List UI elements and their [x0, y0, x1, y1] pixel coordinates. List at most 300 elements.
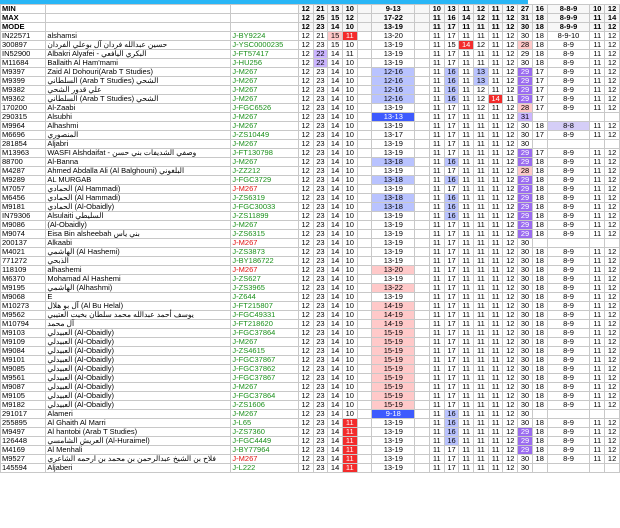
marker-cell[interactable]: 11	[459, 221, 474, 230]
marker-cell[interactable]: 14	[328, 203, 343, 212]
marker-cell[interactable]: 15-19	[372, 392, 415, 401]
marker-cell[interactable]: 11	[429, 149, 444, 158]
marker-cell[interactable]: 11	[474, 311, 489, 320]
marker-cell[interactable]: 30	[518, 284, 533, 293]
marker-cell[interactable]: 10	[342, 293, 357, 302]
marker-cell[interactable]: 11	[488, 104, 503, 113]
marker-cell[interactable]: 29	[518, 86, 533, 95]
marker-cell[interactable]: 12	[605, 131, 620, 140]
marker-cell[interactable]: 12-16	[372, 77, 415, 86]
marker-cell[interactable]: 11	[474, 194, 489, 203]
marker-cell[interactable]: 14	[328, 446, 343, 455]
marker-cell[interactable]	[415, 311, 430, 320]
marker-cell[interactable]: 12	[605, 356, 620, 365]
marker-cell[interactable]: 14	[328, 248, 343, 257]
marker-cell[interactable]: 11	[429, 239, 444, 248]
marker-cell[interactable]: 16	[444, 203, 459, 212]
kit-id-cell[interactable]: M9074	[1, 230, 46, 239]
marker-cell[interactable]: 12	[298, 5, 313, 14]
marker-cell[interactable]: 13-19	[372, 185, 415, 194]
haplogroup-cell[interactable]: J-FGC3729	[231, 176, 298, 185]
marker-cell[interactable]: 12	[503, 59, 518, 68]
marker-cell[interactable]: 17	[444, 329, 459, 338]
marker-cell[interactable]: 8-9	[547, 59, 590, 68]
haplogroup-cell[interactable]: J-BY186722	[231, 257, 298, 266]
marker-cell[interactable]: 11	[459, 356, 474, 365]
name-cell[interactable]: فلاح بن الشيخ عبدالرحمن بن محمد بن ارحمه الشاعري	[46, 455, 231, 464]
marker-cell[interactable]: 15-19	[372, 365, 415, 374]
marker-cell[interactable]: 12	[503, 77, 518, 86]
marker-cell[interactable]: 18	[532, 230, 547, 239]
marker-cell[interactable]: 13-19	[372, 257, 415, 266]
marker-cell[interactable]: 11	[429, 131, 444, 140]
marker-cell[interactable]: 11	[459, 248, 474, 257]
marker-cell[interactable]: 17	[444, 446, 459, 455]
marker-cell[interactable]: 30	[518, 356, 533, 365]
kit-id-cell[interactable]: M4021	[1, 248, 46, 257]
marker-cell[interactable]: 15-19	[372, 338, 415, 347]
marker-cell[interactable]	[357, 347, 372, 356]
marker-cell[interactable]: 8-9	[547, 383, 590, 392]
marker-cell[interactable]	[415, 437, 430, 446]
marker-cell[interactable]: 29	[518, 50, 533, 59]
marker-cell[interactable]: 12	[298, 131, 313, 140]
marker-cell[interactable]: 11	[459, 230, 474, 239]
name-cell[interactable]: العبيدلي (Al-Obaidly)	[46, 365, 231, 374]
marker-cell[interactable]: 11	[429, 158, 444, 167]
marker-cell[interactable]: 11	[429, 14, 444, 23]
marker-cell[interactable]: 8-9	[547, 230, 590, 239]
marker-cell[interactable]: 12	[503, 14, 518, 23]
marker-cell[interactable]: 14-19	[372, 320, 415, 329]
marker-cell[interactable]: 13	[474, 77, 489, 86]
marker-cell[interactable]: 12	[605, 122, 620, 131]
marker-cell[interactable]: 10	[342, 212, 357, 221]
marker-cell[interactable]: 11	[488, 266, 503, 275]
marker-cell[interactable]: 10	[342, 275, 357, 284]
kit-id-cell[interactable]: M9497	[1, 428, 46, 437]
marker-cell[interactable]	[357, 185, 372, 194]
name-cell[interactable]: حسين عبدالله فردان آل بوعلي الفردان	[46, 41, 231, 50]
marker-cell[interactable]: 11	[488, 77, 503, 86]
marker-cell[interactable]: 9-18	[372, 410, 415, 419]
marker-cell[interactable]: 11	[590, 32, 605, 41]
haplogroup-cell[interactable]: J-BY77964	[231, 446, 298, 455]
marker-cell[interactable]: 11	[590, 365, 605, 374]
marker-cell[interactable]: 11	[429, 50, 444, 59]
marker-cell[interactable]: 11	[342, 428, 357, 437]
marker-cell[interactable]: 17	[444, 257, 459, 266]
marker-cell[interactable]: 30	[518, 293, 533, 302]
marker-cell[interactable]: 12	[298, 257, 313, 266]
marker-cell[interactable]: 11	[590, 383, 605, 392]
marker-cell[interactable]: 23	[313, 374, 328, 383]
marker-cell[interactable]: 11	[488, 14, 503, 23]
marker-cell[interactable]: 8-8-9	[547, 5, 590, 14]
marker-cell[interactable]: 29	[518, 158, 533, 167]
marker-cell[interactable]	[357, 167, 372, 176]
marker-cell[interactable]: 11	[474, 32, 489, 41]
marker-cell[interactable]: 16	[444, 68, 459, 77]
marker-cell[interactable]: 11	[488, 50, 503, 59]
marker-cell[interactable]	[415, 347, 430, 356]
marker-cell[interactable]: 11	[488, 401, 503, 410]
marker-cell[interactable]: 11	[488, 347, 503, 356]
marker-cell[interactable]: 17	[532, 68, 547, 77]
marker-cell[interactable]: 17	[444, 50, 459, 59]
marker-cell[interactable]: 11	[590, 86, 605, 95]
marker-cell[interactable]: 10	[342, 230, 357, 239]
marker-cell[interactable]: 8-9	[547, 194, 590, 203]
marker-cell[interactable]: 10	[590, 5, 605, 14]
marker-cell[interactable]: 10	[342, 203, 357, 212]
marker-cell[interactable]: 13-19	[372, 428, 415, 437]
marker-cell[interactable]: 10	[342, 59, 357, 68]
marker-cell[interactable]: 12	[503, 419, 518, 428]
marker-cell[interactable]: 11	[459, 383, 474, 392]
blank-cell[interactable]	[46, 14, 231, 23]
marker-cell[interactable]: 14	[488, 95, 503, 104]
marker-cell[interactable]: 18	[532, 302, 547, 311]
marker-cell[interactable]: 23	[313, 293, 328, 302]
marker-cell[interactable]: 11	[488, 59, 503, 68]
marker-cell[interactable]: 11	[488, 293, 503, 302]
name-cell[interactable]: العبيدلي (Al-Obaidly)	[46, 374, 231, 383]
marker-cell[interactable]: 13	[328, 5, 343, 14]
marker-cell[interactable]: 11	[474, 329, 489, 338]
marker-cell[interactable]: 12	[298, 149, 313, 158]
marker-cell[interactable]: 11	[488, 158, 503, 167]
marker-cell[interactable]: 8-9	[547, 329, 590, 338]
marker-cell[interactable]: 12	[298, 230, 313, 239]
marker-cell[interactable]: 12	[298, 41, 313, 50]
marker-cell[interactable]: 23	[313, 311, 328, 320]
marker-cell[interactable]: 12	[298, 293, 313, 302]
marker-cell[interactable]: 16	[444, 212, 459, 221]
marker-cell[interactable]: 11	[459, 5, 474, 14]
marker-cell[interactable]: 11	[459, 428, 474, 437]
marker-cell[interactable]: 23	[313, 113, 328, 122]
marker-cell[interactable]: 18	[532, 257, 547, 266]
marker-cell[interactable]	[415, 275, 430, 284]
marker-cell[interactable]: 12	[503, 131, 518, 140]
kit-id-cell[interactable]: 300897	[1, 41, 46, 50]
marker-cell[interactable]: 23	[313, 104, 328, 113]
marker-cell[interactable]: 8-9	[547, 167, 590, 176]
marker-cell[interactable]: 11	[459, 257, 474, 266]
kit-id-cell[interactable]: IN22571	[1, 32, 46, 41]
marker-cell[interactable]: 11	[459, 95, 474, 104]
name-cell[interactable]: Alhashmi	[46, 122, 231, 131]
marker-cell[interactable]	[357, 266, 372, 275]
marker-cell[interactable]: 11	[488, 356, 503, 365]
marker-cell[interactable]: 12	[298, 104, 313, 113]
marker-cell[interactable]: 13-19	[372, 239, 415, 248]
marker-cell[interactable]: 11	[429, 401, 444, 410]
marker-cell[interactable]: 30	[518, 383, 533, 392]
marker-cell[interactable]: 11	[590, 95, 605, 104]
haplogroup-cell[interactable]: J-FGC37862	[231, 365, 298, 374]
marker-cell[interactable]: 11	[590, 302, 605, 311]
marker-cell[interactable]: 11	[474, 302, 489, 311]
marker-cell[interactable]: 17	[444, 392, 459, 401]
kit-id-cell[interactable]: 291017	[1, 410, 46, 419]
marker-cell[interactable]	[415, 194, 430, 203]
marker-cell[interactable]: 12	[503, 140, 518, 149]
name-cell[interactable]: علي قدور الشحي	[46, 86, 231, 95]
marker-cell[interactable]: 11	[590, 131, 605, 140]
marker-cell[interactable]: 10	[342, 356, 357, 365]
marker-cell[interactable]: 8-9	[547, 131, 590, 140]
marker-cell[interactable]: 12	[503, 86, 518, 95]
marker-cell[interactable]: 11	[590, 230, 605, 239]
marker-cell[interactable]: 12	[503, 23, 518, 32]
marker-cell[interactable]: 29	[518, 149, 533, 158]
marker-cell[interactable]: 10	[342, 239, 357, 248]
marker-cell[interactable]: 18	[532, 383, 547, 392]
marker-cell[interactable]: 11	[488, 131, 503, 140]
marker-cell[interactable]: 11	[590, 104, 605, 113]
haplogroup-cell[interactable]: J-M267	[231, 68, 298, 77]
marker-cell[interactable]	[415, 185, 430, 194]
marker-cell[interactable]: 12	[298, 59, 313, 68]
marker-cell[interactable]: 11	[590, 122, 605, 131]
marker-cell[interactable]: 11	[474, 50, 489, 59]
haplogroup-cell[interactable]: J-HU256	[231, 59, 298, 68]
kit-id-cell[interactable]: M9084	[1, 347, 46, 356]
marker-cell[interactable]	[357, 383, 372, 392]
marker-cell[interactable]: 13-19	[372, 464, 415, 473]
marker-cell[interactable]: 14	[328, 410, 343, 419]
marker-cell[interactable]: 13-20	[372, 32, 415, 41]
marker-cell[interactable]: 11	[474, 446, 489, 455]
marker-cell[interactable]: 30	[518, 122, 533, 131]
marker-cell[interactable]	[357, 113, 372, 122]
marker-cell[interactable]	[415, 95, 430, 104]
marker-cell[interactable]: 30	[518, 257, 533, 266]
marker-cell[interactable]	[415, 248, 430, 257]
marker-cell[interactable]: 17	[444, 293, 459, 302]
marker-cell[interactable]: 17	[444, 113, 459, 122]
name-cell[interactable]: المنصوري	[46, 131, 231, 140]
marker-cell[interactable]: 11	[474, 428, 489, 437]
marker-cell[interactable]: 12	[503, 365, 518, 374]
marker-cell[interactable]: 23	[313, 410, 328, 419]
marker-cell[interactable]: 18	[532, 185, 547, 194]
marker-cell[interactable]	[415, 50, 430, 59]
marker-cell[interactable]	[357, 428, 372, 437]
marker-cell[interactable]: 23	[313, 158, 328, 167]
marker-cell[interactable]: 11	[474, 356, 489, 365]
kit-id-cell[interactable]: M9397	[1, 68, 46, 77]
marker-cell[interactable]: 11	[474, 158, 489, 167]
marker-cell[interactable]: 16	[444, 158, 459, 167]
marker-cell[interactable]: 14	[328, 329, 343, 338]
marker-cell[interactable]: 21	[313, 32, 328, 41]
marker-cell[interactable]	[415, 68, 430, 77]
marker-cell[interactable]: 11	[488, 149, 503, 158]
marker-cell[interactable]: 18	[532, 320, 547, 329]
kit-id-cell[interactable]: 290315	[1, 113, 46, 122]
marker-cell[interactable]: 14	[328, 392, 343, 401]
haplogroup-cell[interactable]: J-ZS4615	[231, 347, 298, 356]
haplogroup-cell[interactable]: J-M267	[231, 158, 298, 167]
marker-cell[interactable]: 12	[605, 104, 620, 113]
marker-cell[interactable]: 11	[590, 329, 605, 338]
marker-cell[interactable]: 14	[328, 158, 343, 167]
marker-cell[interactable]: 12	[298, 212, 313, 221]
marker-cell[interactable]: 14	[328, 59, 343, 68]
marker-cell[interactable]: 12	[298, 383, 313, 392]
marker-cell[interactable]: 18	[532, 50, 547, 59]
name-cell[interactable]: Alsulaiti السليطي	[46, 212, 231, 221]
marker-cell[interactable]	[415, 59, 430, 68]
marker-cell[interactable]: 12	[605, 446, 620, 455]
marker-cell[interactable]: 17	[444, 23, 459, 32]
marker-cell[interactable]: 13-19	[372, 248, 415, 257]
name-cell[interactable]: Ahmed Abdalla Ali (Al Balghouni) البلغوني	[46, 167, 231, 176]
marker-cell[interactable]: 12	[298, 122, 313, 131]
marker-cell[interactable]: 15	[444, 41, 459, 50]
marker-cell[interactable]: 23	[313, 347, 328, 356]
marker-cell[interactable]: 11	[474, 284, 489, 293]
kit-id-cell[interactable]: M9399	[1, 77, 46, 86]
marker-cell[interactable]: 12	[298, 401, 313, 410]
marker-cell[interactable]: 11	[474, 347, 489, 356]
marker-cell[interactable]: 29	[518, 68, 533, 77]
marker-cell[interactable]: 13-22	[372, 284, 415, 293]
marker-cell[interactable]: 8-9	[547, 149, 590, 158]
marker-cell[interactable]: 12	[503, 185, 518, 194]
marker-cell[interactable]: 11	[429, 374, 444, 383]
marker-cell[interactable]: 12	[298, 437, 313, 446]
haplogroup-cell[interactable]: J-M267	[231, 455, 298, 464]
name-cell[interactable]: Al-Banna	[46, 158, 231, 167]
marker-cell[interactable]: 23	[313, 221, 328, 230]
marker-cell[interactable]: 23	[313, 167, 328, 176]
marker-cell[interactable]: 10	[342, 365, 357, 374]
marker-cell[interactable]: 8-9	[547, 338, 590, 347]
marker-cell[interactable]: 29	[518, 185, 533, 194]
marker-cell[interactable]: 11	[459, 284, 474, 293]
marker-cell[interactable]: 13-19	[372, 104, 415, 113]
marker-cell[interactable]: 12	[474, 5, 489, 14]
marker-cell[interactable]	[415, 104, 430, 113]
kit-id-cell[interactable]: M9382	[1, 86, 46, 95]
marker-cell[interactable]: 8-9	[547, 257, 590, 266]
marker-cell[interactable]: 10	[342, 104, 357, 113]
marker-cell[interactable]: 29	[518, 230, 533, 239]
marker-cell[interactable]: 12	[503, 32, 518, 41]
marker-cell[interactable]: 18	[532, 437, 547, 446]
marker-cell[interactable]: 18	[532, 338, 547, 347]
marker-cell[interactable]: 29	[518, 176, 533, 185]
marker-cell[interactable]: 11	[474, 140, 489, 149]
marker-cell[interactable]: 14-19	[372, 311, 415, 320]
marker-cell[interactable]: 12	[503, 293, 518, 302]
marker-cell[interactable]: 16	[444, 86, 459, 95]
marker-cell[interactable]: 12	[605, 428, 620, 437]
kit-id-cell[interactable]: M9964	[1, 122, 46, 131]
marker-cell[interactable]	[357, 77, 372, 86]
marker-cell[interactable]: 13-17	[372, 131, 415, 140]
marker-cell[interactable]	[357, 311, 372, 320]
marker-cell[interactable]: 11	[459, 194, 474, 203]
marker-cell[interactable]: 14	[459, 14, 474, 23]
kit-id-cell[interactable]: M9085	[1, 365, 46, 374]
marker-cell[interactable]: 11	[474, 59, 489, 68]
marker-cell[interactable]: 11	[488, 284, 503, 293]
marker-cell[interactable]: 12	[298, 464, 313, 473]
marker-cell[interactable]: 8-9	[547, 158, 590, 167]
marker-cell[interactable]: 8-9	[547, 455, 590, 464]
name-cell[interactable]: Al-Zaabi	[46, 104, 231, 113]
kit-id-cell[interactable]: M11684	[1, 59, 46, 68]
marker-cell[interactable]: 11	[429, 68, 444, 77]
name-cell[interactable]: Zaid Al Dohouri(Arab T Studies)	[46, 68, 231, 77]
marker-cell[interactable]: 8-9	[547, 428, 590, 437]
marker-cell[interactable]	[357, 104, 372, 113]
haplogroup-cell[interactable]: J-ZS7360	[231, 428, 298, 437]
marker-cell[interactable]	[357, 455, 372, 464]
marker-cell[interactable]: 11	[488, 212, 503, 221]
marker-cell[interactable]: 12	[503, 68, 518, 77]
marker-cell[interactable]	[415, 176, 430, 185]
marker-cell[interactable]	[357, 401, 372, 410]
marker-cell[interactable]: 11	[488, 338, 503, 347]
marker-cell[interactable]: 11	[590, 203, 605, 212]
name-cell[interactable]: السلطاني (Arab T Studies) الشحي	[46, 95, 231, 104]
marker-cell[interactable]: 18	[532, 167, 547, 176]
marker-cell[interactable]	[547, 464, 590, 473]
marker-cell[interactable]: 12	[298, 113, 313, 122]
marker-cell[interactable]: 11	[474, 185, 489, 194]
marker-cell[interactable]: 12	[605, 194, 620, 203]
marker-cell[interactable]: 8-9	[547, 185, 590, 194]
marker-cell[interactable]: 11	[429, 347, 444, 356]
marker-cell[interactable]	[415, 203, 430, 212]
marker-cell[interactable]	[415, 266, 430, 275]
marker-cell[interactable]: 30	[518, 311, 533, 320]
marker-cell[interactable]	[415, 320, 430, 329]
marker-cell[interactable]: 11	[459, 167, 474, 176]
marker-cell[interactable]: 12	[298, 428, 313, 437]
marker-cell[interactable]: 12	[474, 104, 489, 113]
marker-cell[interactable]: 31	[518, 113, 533, 122]
name-cell[interactable]: الهاشمي (Al Hashemi)	[46, 248, 231, 257]
marker-cell[interactable]: 12	[298, 320, 313, 329]
marker-cell[interactable]	[415, 239, 430, 248]
marker-cell[interactable]: 14	[328, 347, 343, 356]
marker-cell[interactable]: 18	[532, 428, 547, 437]
marker-cell[interactable]: 11	[488, 122, 503, 131]
marker-cell[interactable]	[415, 212, 430, 221]
marker-cell[interactable]: 18	[532, 455, 547, 464]
marker-cell[interactable]: 11	[429, 419, 444, 428]
marker-cell[interactable]: 15-19	[372, 356, 415, 365]
marker-cell[interactable]: 8-9	[547, 275, 590, 284]
marker-cell[interactable]: 12	[605, 293, 620, 302]
marker-cell[interactable]: 16	[444, 176, 459, 185]
name-cell[interactable]: يوسف أحمد عبدالله محمد سلطان بخيت العتيبي	[46, 311, 231, 320]
kit-id-cell[interactable]: M9087	[1, 383, 46, 392]
marker-cell[interactable]: 11	[488, 113, 503, 122]
marker-cell[interactable]: 18	[532, 365, 547, 374]
marker-cell[interactable]: 30	[518, 392, 533, 401]
marker-cell[interactable]: 14	[328, 68, 343, 77]
marker-cell[interactable]: 8-9	[547, 347, 590, 356]
marker-cell[interactable]: 17	[444, 455, 459, 464]
